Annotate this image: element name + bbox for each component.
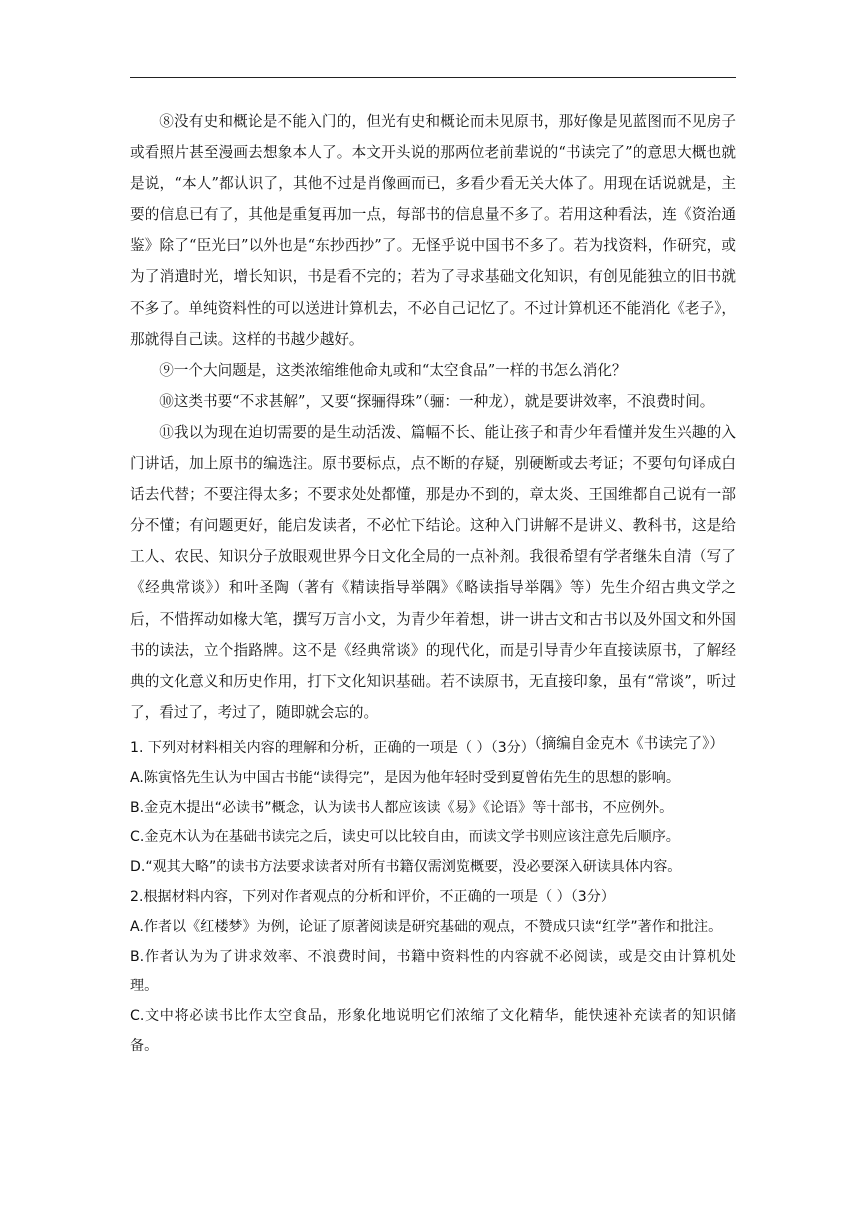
article-source: （摘编自金克木《书读完了》） [526,734,724,752]
question-2-option-b: B.作者认为为了讲求效率、不浪费时间，书籍中资料性的内容就不必阅读，或是交由计算机处理。 [130,948,736,995]
paragraph-8: ⑧没有史和概论是不能入门的，但光有史和概论而未见原书，那好像是见蓝图而不见房子或看照片甚至漫画去想象本人了。本文开头说的那两位老前辈说的“书读完了”的意思大概也就是说，“本人”都认识了，其他不过是肖像画而已，多看少看无关大体了。用现在话说就是，主要的信息已有了，其他是重复再加一点，每部书的信息量不多了。若用这种看法，连《资治通鉴》除了“臣光曰”以外也是“东抄西抄”了。无怪乎说中国书不多了。若为找资料，作研究，或为了消遣时光，增长知识，书是看不完的；若为了寻求基础文化知识，有创见能独立的旧书就不多了。单纯资料性的可以送进计算机去，不必自己记忆了。不过计算机还不能消化《老子》，那就得自己读。这样的书越少越好。 [130,113,736,348]
question-1-option-c: C.金克木认为在基础书读完之后，读史可以比较自由，而读文学书则应该注意先后顺序。 [130,829,680,846]
paragraph-11: ⑪我以为现在迫切需要的是生动活泼、篇幅不长、能让孩子和青少年看懂并发生兴趣的入门讲话，加上原书的编选注。原书要标点，点不断的存疑，别硬断或去考证；不要句句译成白话去代替；不要注得太多；不要求处处都懂，那是办不到的，章太炎、王国维都自己说有一部分不懂；有问题更好，能启发读者，不必忙下结论。这种入门讲解不是讲义、教科书，这是给工人、农民、知识分子放眼观世界今日文化全局的一点补剂。我很希望有学者继朱自清（写了《经典常谈》）和叶圣陶（著有《精读指导举隅》《略读指导举隅》等）先生介绍古典文学之后，不惜挥动如椽大笔，撰写万言小文，为青少年着想，讲一讲古文和古书以及外国文和外国书的读法，立个指路牌。这不是《经典常谈》的现代化，而是引导青少年直接读原书，了解经典的文化意义和历史作用，打下文化知识基础。若不读原书，无直接印象，虽有“常谈”，听过了，看过了，考过了，随即就会忘的。 [130,423,736,721]
article-body [130,106,736,759]
question-2-stem: 2.根据材料内容，下列对作者观点的分析和评价，不正确的一项是（ ）（3分） [130,888,615,905]
paragraph-10: ⑩这类书要“不求甚解”，又要“探骊得珠”（骊：一种龙），就是要讲效率，不浪费时间。 [159,392,715,410]
header-rule [130,77,736,78]
question-1-option-b: B.金克木提出“必读书”概念，认为读书人都应该读《易》《论语》等十部书，不应例外。 [130,799,674,816]
question-1-option-a: A.陈寅恪先生认为中国古书能“读得完”，是因为他年轻时受到夏曾佑先生的思想的影响。 [130,769,680,786]
question-1-stem: 1. 下列对材料相关内容的理解和分析，正确的一项是（ ）（3分） [130,740,535,756]
question-1-option-d: D.“观其大略”的读书方法要求读者对所有书籍仅需浏览概要，没必要深入研读具体内容。 [130,859,682,876]
question-2-option-c: C.文中将必读书比作太空食品，形象化地说明它们浓缩了文化精华，能快速补充读者的知识储备。 [130,1008,736,1054]
paragraph-9: ⑨一个大问题是，这类浓缩维他命丸或和“太空食品”一样的书怎么消化？ [159,361,627,379]
questions-section [130,734,736,1062]
question-2-option-a: A.作者以《红楼梦》为例，论证了原著阅读是研究基础的观点，不赞成只读“红学”著作和批注。 [130,918,723,935]
